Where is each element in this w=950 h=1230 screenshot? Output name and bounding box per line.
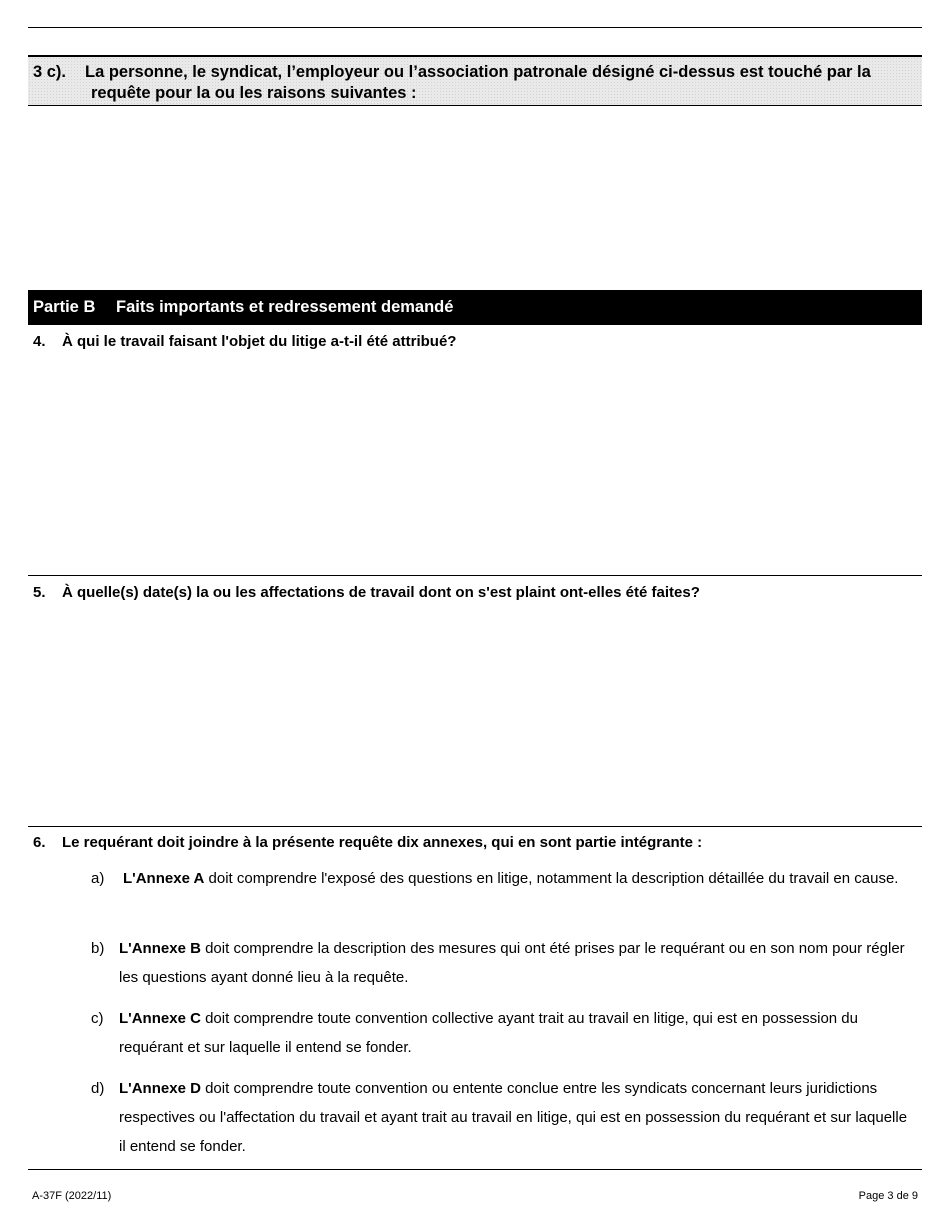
- annex-c-text: doit comprendre toute convention collective ayant trait au travail en litige, qui est en possession du requérant et sur laquelle il entend se fonder.: [119, 1010, 858, 1056]
- annex-d-text: doit comprendre toute convention ou entente conclue entre les syndicats concernant leurs juridictions respectives ou l'affectation du travail et ayant trait au travail en litige, qui est en possession du requérant et sur laquelle il entend se fonder.: [119, 1080, 908, 1155]
- top-divider: [28, 27, 922, 28]
- question-4-text: À qui le travail faisant l'objet du litige a-t-il été attribué?: [62, 333, 457, 350]
- annex-item-d: [91, 1074, 911, 1161]
- form-id: A-37F (2022/11): [32, 1190, 112, 1202]
- part-b-title: Faits importants et redressement demandé: [116, 298, 454, 316]
- question-3c-number: 3 c).: [33, 63, 67, 81]
- annex-a-name: L'Annexe A: [123, 870, 205, 887]
- annex-item-b: [91, 934, 911, 992]
- question-6-text: Le requérant doit joindre à la présente requête dix annexes, qui en sont partie intégrante :: [62, 834, 703, 851]
- question-3c-text-line1: La personne, le syndicat, l’employeur ou l’association patronale désigné ci-dessus est touché par la: [85, 63, 871, 81]
- part-b-banner: [28, 290, 922, 325]
- question-6: [33, 834, 702, 852]
- question-5: [33, 584, 700, 602]
- question-6-divider: [28, 826, 922, 827]
- question-5-number: 5.: [33, 584, 46, 601]
- question-5-divider: [28, 575, 922, 576]
- annex-c-letter: c): [91, 1010, 104, 1027]
- question-5-text: À quelle(s) date(s) la ou les affectations de travail dont on s'est plaint ont-elles été faites?: [62, 584, 700, 601]
- question-4-number: 4.: [33, 333, 46, 350]
- annex-item-a: [91, 864, 911, 893]
- page-number: Page 3 de 9: [858, 1190, 918, 1202]
- annex-b-text: doit comprendre la description des mesures qui ont été prises par le requérant ou en son nom pour régler les questions ayant donné lieu à la requête.: [119, 940, 905, 986]
- question-4: [33, 333, 456, 351]
- annex-d-name: L'Annexe D: [119, 1080, 201, 1097]
- question-6-number: 6.: [33, 834, 46, 851]
- question-3c-text-line2: requête pour la ou les raisons suivantes :: [91, 84, 417, 102]
- annex-c-name: L'Annexe C: [119, 1010, 201, 1027]
- annex-b-name: L'Annexe B: [119, 940, 201, 957]
- annex-b-letter: b): [91, 940, 105, 957]
- bottom-divider: [28, 1169, 922, 1170]
- annex-a-text: doit comprendre l'exposé des questions en litige, notamment la description détaillée du travail en cause.: [208, 870, 899, 887]
- annex-a-letter: a): [91, 870, 105, 887]
- part-b-label: Partie B: [33, 298, 96, 316]
- annex-d-letter: d): [91, 1080, 105, 1097]
- annex-item-c: [91, 1004, 911, 1062]
- question-3c-header: [28, 55, 922, 106]
